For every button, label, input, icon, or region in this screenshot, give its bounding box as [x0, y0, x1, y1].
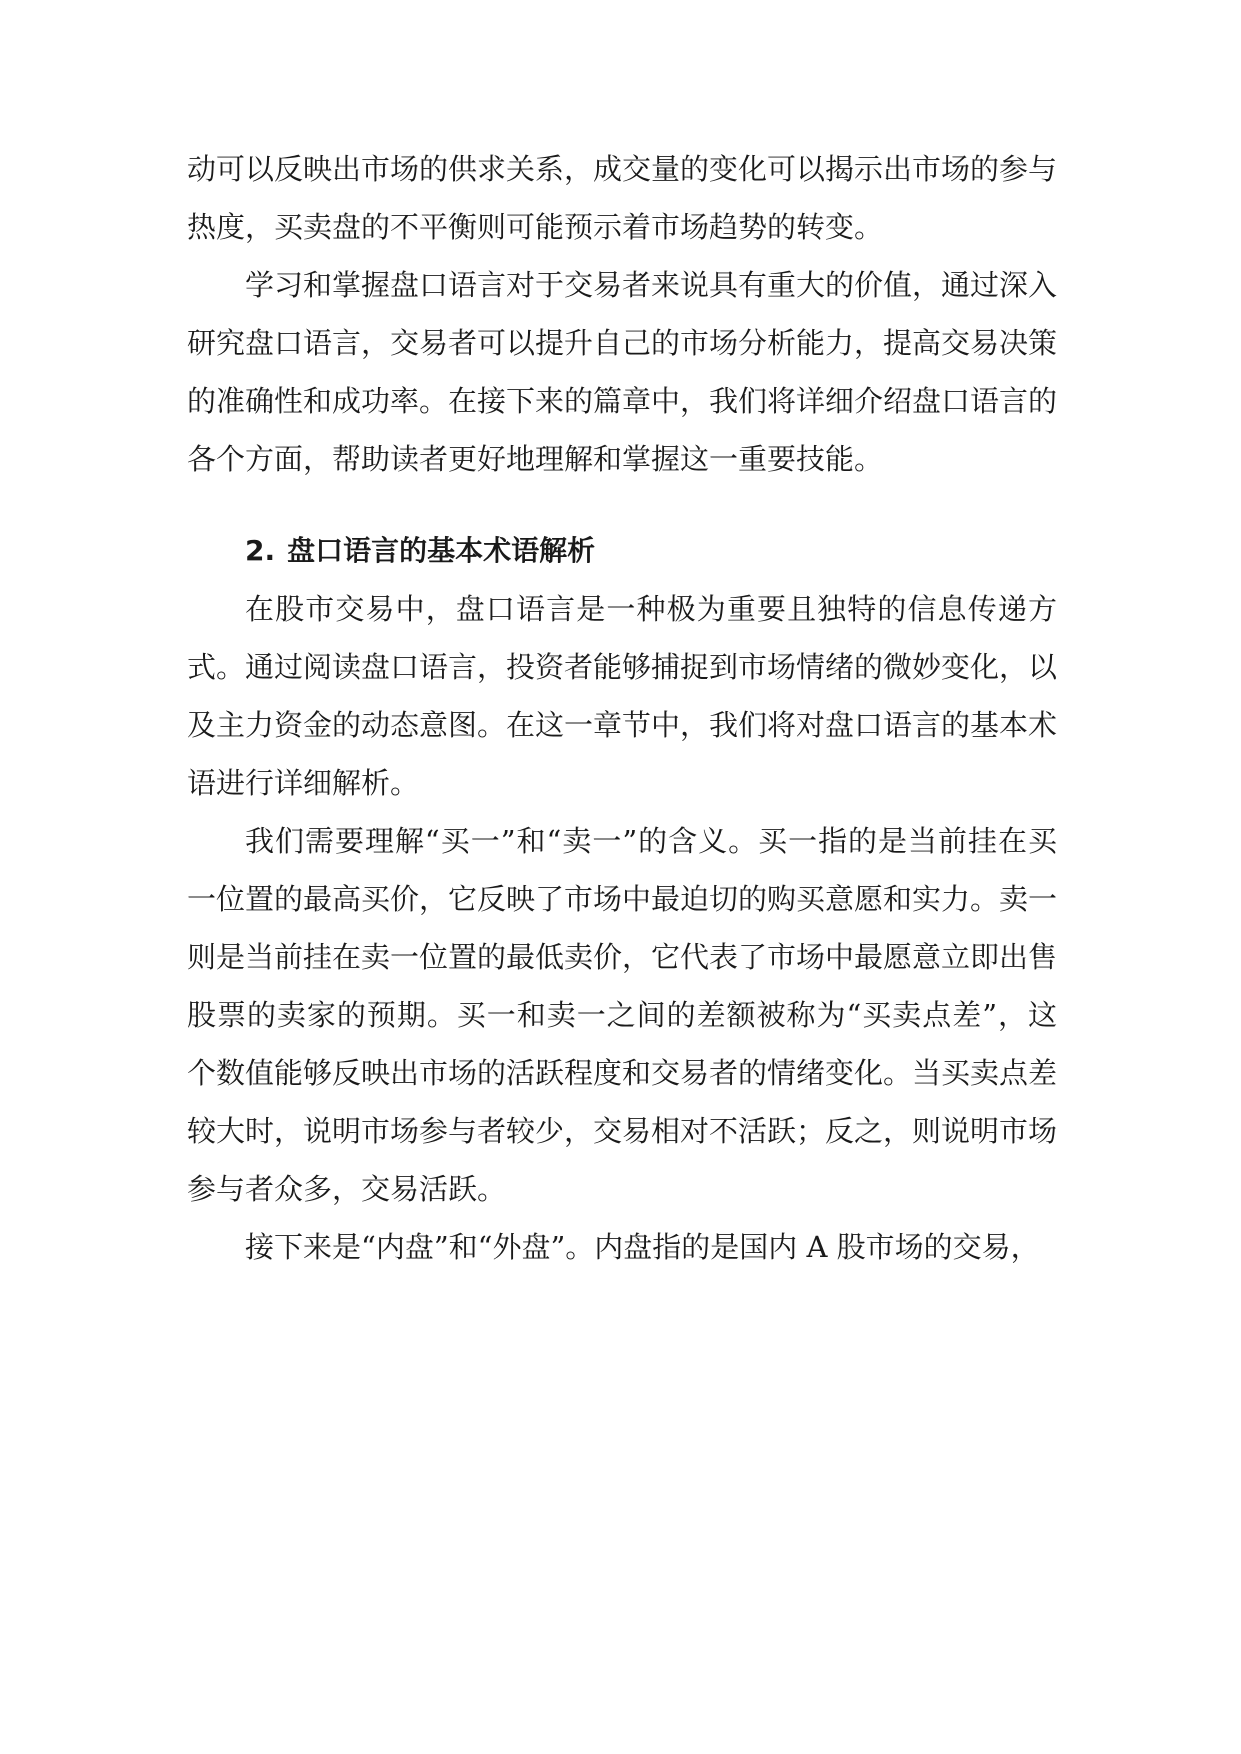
paragraph-intro-terms: 在股市交易中，盘口语言是一种极为重要且独特的信息传递方式。通过阅读盘口语言，投资者能够捕捉到市场情绪的微妙变化，以及主力资金的动态意图。在这一章节中，我们将对盘口语言的基本术语进行详细解析。	[187, 592, 1058, 800]
section-number: 2.	[245, 534, 276, 567]
section-heading	[187, 522, 1057, 580]
document-body	[187, 140, 1057, 1276]
paragraph-learning-value: 学习和掌握盘口语言对于交易者来说具有重大的价值，通过深入研究盘口语言，交易者可以提升自己的市场分析能力，提高交易决策的准确性和成功率。在接下来的篇章中，我们将详细介绍盘口语言的各个方面，帮助读者更好地理解和掌握这一重要技能。	[187, 268, 1058, 476]
paragraph-inner-outer: 接下来是“内盘”和“外盘”。内盘指的是国内 A 股市场的交易，	[245, 1230, 1040, 1264]
section-title: 盘口语言的基本术语解析	[287, 534, 596, 567]
paragraph-bid-ask: 我们需要理解“买一”和“卖一”的含义。买一指的是当前挂在买一位置的最高买价，它反映了市场中最迫切的购买意愿和实力。卖一则是当前挂在卖一位置的最低卖价，它代表了市场中最愿意立即出售股票的卖家的预期。买一和卖一之间的差额被称为“买卖点差”，这个数值能够反映出市场的活跃程度和交易者的情绪变化。当买卖点差较大时，说明市场参与者较少，交易相对不活跃；反之，则说明市场参与者众多，交易活跃。	[187, 824, 1058, 1206]
paragraph-supply-demand: 动可以反映出市场的供求关系，成交量的变化可以揭示出市场的参与热度，买卖盘的不平衡则可能预示着市场趋势的转变。	[187, 152, 1058, 244]
